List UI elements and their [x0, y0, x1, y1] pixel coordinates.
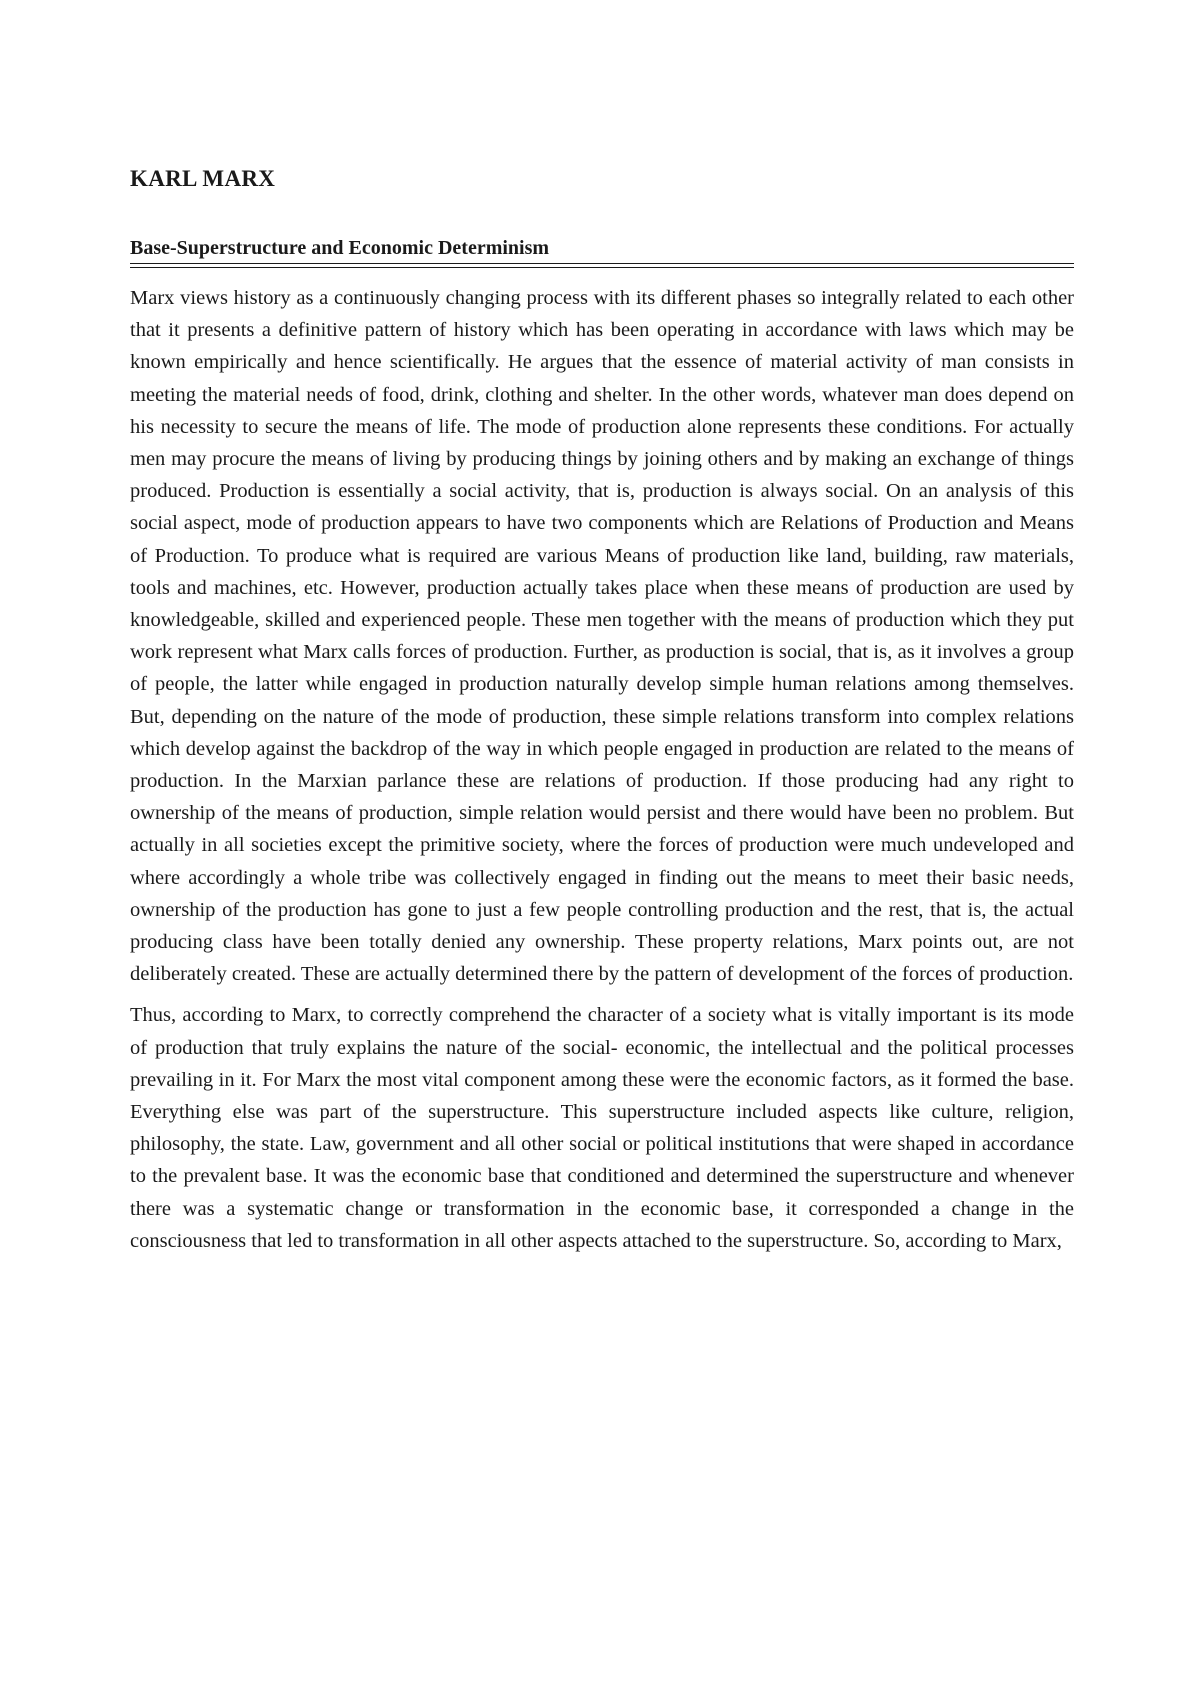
body-text: [130, 282, 1074, 1266]
paragraph-1: Marx views history as a continuously changing process with its different phases so integrally related to each other that it presents a definitive pattern of history which has been operating in accordance with laws which may be known empirically and hence scientifically. He argues that the essence of material activity of man consists in meeting the material needs of food, drink, clothing and shelter. In the other words, whatever man does depend on his necessity to secure the means of life. The mode of production alone represents these conditions. For actually men may procure the means of living by producing things by joining others and by making an exchange of things produced. Production is essentially a social activity, that is, production is always social. On an analysis of this social aspect, mode of production appears to have two components which are Relations of Production and Means of Production. To produce what is required are various Means of production like land, building, raw materials, tools and machines, etc. However, production actually takes place when these means of production are used by knowledgeable, skilled and experienced people. These men together with the means of production which they put work represent what Marx calls forces of production. Further, as production is social, that is, as it involves a group of people, the latter while engaged in production naturally develop simple human relations among themselves. But, depending on the nature of the mode of production, these simple relations transform into complex relations which develop against the backdrop of the way in which people engaged in production are related to the means of production. In the Marxian parlance these are relations of production. If those producing had any right to ownership of the means of production, simple relation would persist and there would have been no problem. But actually in all societies except the primitive society, where the forces of production were much undeveloped and where accordingly a whole tribe was collectively engaged in finding out the means to meet their basic needs, ownership of the production has gone to just a few people controlling production and the rest, that is, the actual producing class have been totally denied any ownership. These property relations, Marx points out, are not deliberately created. These are actually determined there by the pattern of development of the forces of production.: [130, 287, 1074, 986]
section-heading: Base-Superstructure and Economic Determinism: [130, 237, 550, 259]
paragraph-2: Thus, according to Marx, to correctly comprehend the character of a society what is vitally important is its mode of production that truly explains the nature of the social- economic, the intellectual and the political processes prevailing in it. For Marx the most vital component among these were the economic factors, as it formed the base. Everything else was part of the superstructure. This superstructure included aspects like culture, religion, philosophy, the state. Law, government and all other social or political institutions that were shaped in accordance to the prevalent base. It was the economic base that conditioned and determined the superstructure and whenever there was a systematic change or transformation in the economic base, it corresponded a change in the consciousness that led to transformation in all other aspects attached to the superstructure. So, according to Marx,: [130, 1004, 1074, 1252]
document-title: KARL MARX: [130, 166, 276, 191]
heading-double-rule: [130, 263, 1074, 268]
